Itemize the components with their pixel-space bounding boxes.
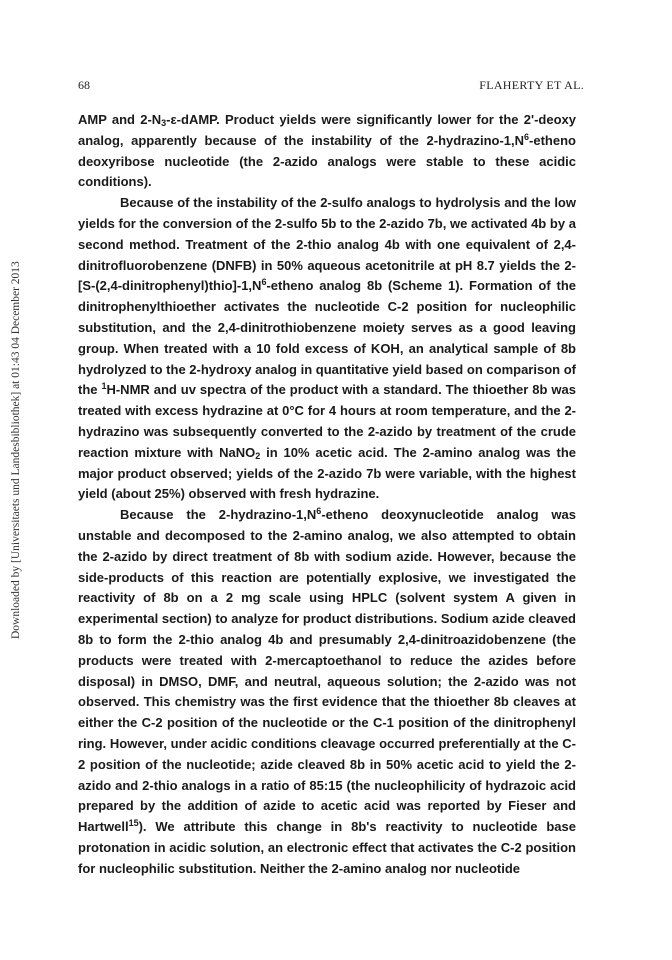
running-head: FLAHERTY ET AL. [479,78,584,92]
superscript: 1 [101,381,107,392]
superscript: 6 [316,506,322,517]
compound-label: 5b [321,215,337,231]
compound-label: 7b [427,215,443,231]
compound-label: 4b [531,215,547,231]
compound-label: 8b [560,340,576,356]
text-run: with one equivalent of 2,4-dinitrofluorobenzene (DNFB) in 50% aqueous acetonitrile at pH 8.7 yields the 2-[S-(2,4-dinitrophenyl)thio]-1,N [78,236,576,294]
compound-label: 8b [493,694,509,710]
text-run: H-NMR and uv spectra of the product with a standard. The thioether [106,382,533,398]
compound-label: 8b [532,382,548,398]
compound-label: 8b [366,278,383,294]
text-run: -ε-dAMP. Product yields were significantly lower for the 2'-deoxy analog, apparently because of the instability of the 2-hydrazino-1,N [78,112,576,148]
text-run: to the 2-azido [336,215,428,231]
text-run: with sodium azide. However, because the side-products of this reaction are potentially explosive, we investigated the reactivity of [78,548,576,606]
compound-label: 4b [384,236,400,252]
subscript: 3 [161,118,167,128]
download-watermark: Downloaded by [Universitaets und Landesbibliothek] at 01:43 04 December 2013 [10,261,22,639]
text-run: cleaves at either the C-2 position of the nucleotide or the C-1 position of the dinitrophenyl ring. However, under acidic conditions cleavage occurred preferentially at the C-2 position of the nucleotide; azide cleaved [78,694,576,772]
compound-label: 8b [78,631,94,647]
text-run: to form the 2-thio analog [93,631,269,647]
superscript: 15 [128,818,139,829]
text-run: (Scheme 1). Formation of the dinitrophenylthioether activates the nucleotide C-2 position for nucleophilic substitution, and the 2,4-dinitrothiobenzene moiety serves as a good leaving group. When treated with a 10 fold excess of KOH, an analytical sample of [78,278,576,356]
text-run: -etheno deoxyribose nucleotide (the 2-azido analogs were stable to these acidic conditions). [78,132,576,190]
paragraph [78,110,576,193]
superscript: 6 [261,277,267,288]
text-run: were variable, with the highest yield (about 25%) observed with fresh hydrazine. [78,465,576,502]
text-run: ). We attribute this change in [138,819,352,835]
text-run: 's reactivity to nucleotide base protonation in acidic solution, an electronic effect that activates the C-2 position for nucleophilic substitution. Neither the 2-amino analog nor nucleotide [78,819,576,876]
superscript: 6 [524,131,530,142]
text-run: and presumably 2,4-dinitroazidobenzene (the products were treated with 2-mercaptoethanol to reduce the azides before disposal) in DMSO, DMF, and neutral, aqueous solution; the 2-azido was not observed. This chemistry was the first evidence that the thioether [78,631,577,710]
text-run: AMP and 2-N [78,112,162,127]
page-header [78,78,584,96]
compound-label: 8b [349,756,366,772]
text-run: on a 2 mg scale using HPLC (solvent system A given in experimental section) to analyze for product distributions. Sodium azide cleaved [78,590,576,627]
text-run: was treated with excess hydrazine at 0°C for 4 hours at room temperature, and the 2-hydrazino was subsequently converted to the 2-azido by treatment of the crude reaction mixture with NaNO [78,382,576,460]
text-run: in 50% acetic acid to yield the 2-azido and 2-thio analogs in a ratio of 85:15 (the nucleophilicity of hydrazoic acid prepared by the addition of azide to acetic acid was reported by Fieser and Hartwell [78,756,576,835]
page-number: 68 [78,78,90,92]
compound-label: 8b [163,590,179,606]
text-run: in 10% acetic acid. The 2-amino analog was the major product observed; yields of the 2-azido [78,444,576,481]
text-run: by a second method. Treatment of the 2-thio analog [78,215,576,252]
compound-label: 4b [268,631,284,647]
compound-label: 8b [351,819,367,835]
text-run: Because of the instability of the 2-sulfo analogs to hydrolysis and the low yields for the conversion of the 2-sulfo [78,195,576,231]
compound-label: 8b [294,548,310,564]
paragraph [78,193,576,505]
article-body [78,110,576,879]
text-run: , we activated [442,215,532,231]
compound-label: 7b [366,465,382,481]
paragraph [78,505,576,879]
text-run: hydrolyzed to the 2-hydroxy analog in quantitative yield based on comparison of the [78,361,576,398]
text-run: -etheno analog [266,278,367,294]
text-run: Because the 2-hydrazino-1,N [120,507,317,523]
subscript: 2 [255,450,261,461]
text-run: -etheno deoxynucleotide analog was unstable and decomposed to the 2-amino analog, we also attempted to obtain the 2-azido by direct treatment of [78,507,576,564]
